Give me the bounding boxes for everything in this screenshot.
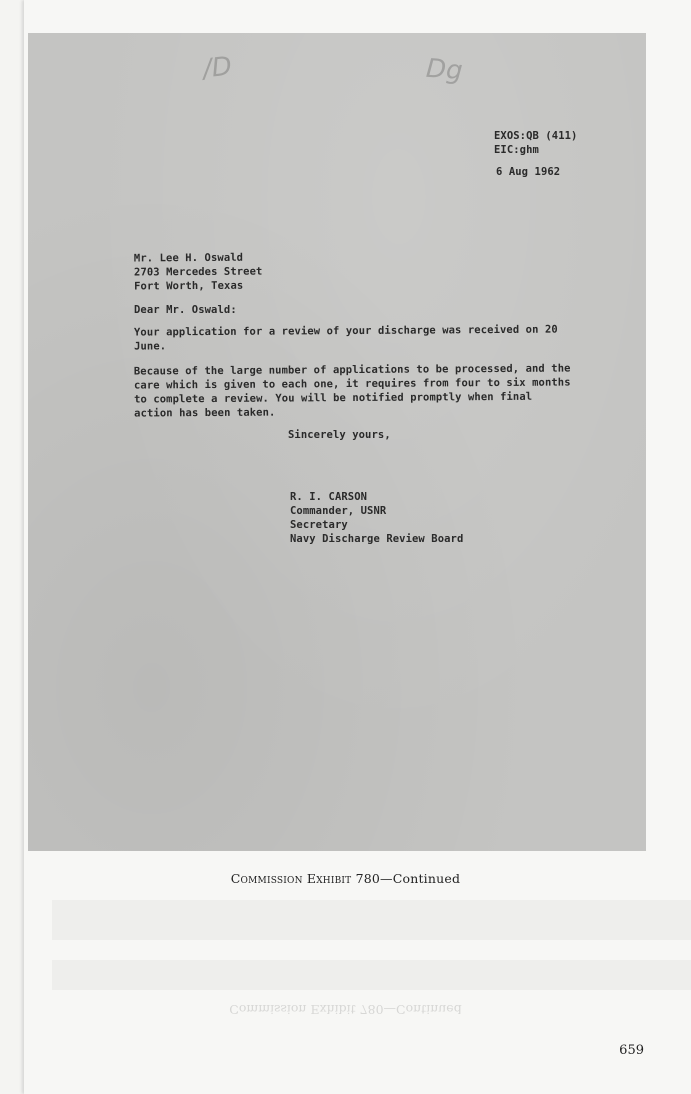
- signature-line: Commander, USNR: [290, 505, 387, 517]
- signature-line: R. I. CARSON: [290, 491, 368, 503]
- pencil-mark: /D: [201, 51, 234, 85]
- reference-line: EIC:ghm: [494, 144, 539, 156]
- exhibit-caption: [0, 871, 691, 886]
- caption-suffix: 780—Continued: [351, 871, 461, 886]
- addressee-line: 2703 Mercedes Street: [133, 265, 263, 279]
- reference-code: [494, 129, 577, 157]
- salutation: Dear Mr. Oswald:: [134, 304, 237, 316]
- reference-line: EXOS:QB (411): [494, 130, 578, 142]
- pencil-mark: Dg: [424, 53, 464, 87]
- page-number: 659: [619, 1043, 644, 1058]
- body-paragraph: Your application for a review of your discharge was received on 20 June.: [133, 323, 558, 353]
- signature-line: Secretary: [290, 519, 348, 531]
- addressee-block: [134, 251, 263, 294]
- signature-line: Navy Discharge Review Board: [290, 533, 464, 545]
- signature-block: [290, 490, 463, 546]
- addressee-line: Mr. Lee H. Oswald: [133, 251, 244, 265]
- addressee-line: Fort Worth, Texas: [134, 279, 244, 293]
- closing: Sincerely yours,: [288, 429, 391, 441]
- scan-band: [52, 960, 691, 990]
- scan-band: [52, 900, 691, 940]
- caption-prefix: Commission Exhibit: [230, 871, 352, 886]
- bleed-through-caption: Commission Exhibit 780—Continued: [229, 1002, 462, 1017]
- letter-date: 6 Aug 1962: [496, 166, 561, 178]
- letter-photograph: [28, 33, 646, 851]
- body-paragraph: Because of the large number of applications to be processed, and the care which is given to each one, it requires from four to six months to complete a review. You will be notified promptly when final action has been taken.: [133, 362, 571, 420]
